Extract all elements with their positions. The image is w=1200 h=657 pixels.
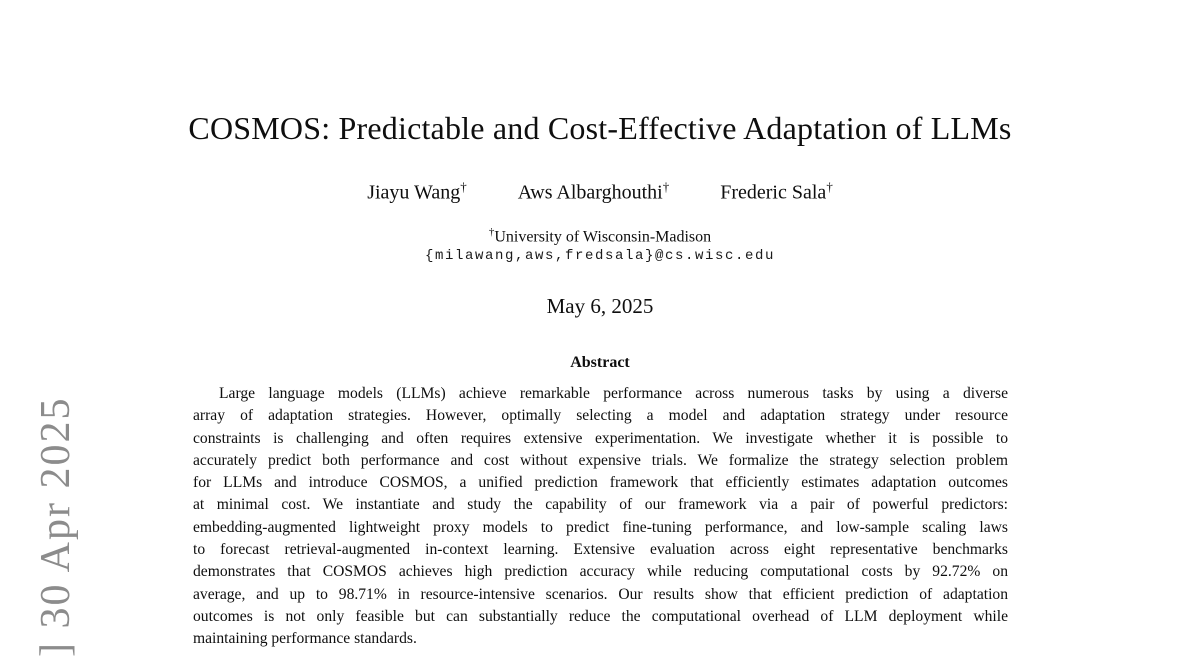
author-1-affil-mark: † <box>460 179 467 194</box>
abstract-line-3: constraints is challenging and often requires extensive experimentation. We investigate whether it is possible to <box>193 428 1008 450</box>
author-list <box>0 179 1200 205</box>
author-3-name: Frederic Sala <box>720 182 826 204</box>
author-1 <box>367 179 467 205</box>
paper-date: May 6, 2025 <box>0 294 1200 319</box>
affiliation-mark: † <box>489 226 495 238</box>
abstract-line-2: array of adaptation strategies. However, optimally selecting a model and adaptation strategy under resource <box>193 405 1008 427</box>
abstract-line-9: demonstrates that COSMOS achieves high prediction accuracy while reducing computational costs by 92.72% on <box>193 561 1008 583</box>
abstract-line-6: at minimal cost. We instantiate and study the capability of our framework via a pair of powerful predictors: <box>193 494 1008 516</box>
abstract-line-12: maintaining performance standards. <box>193 628 1008 650</box>
paper-title: COSMOS: Predictable and Cost-Effective Adaptation of LLMs <box>0 110 1200 147</box>
abstract-body <box>193 383 1008 651</box>
arxiv-watermark <box>30 397 82 657</box>
watermark-date: 30 Apr 2025 <box>33 397 79 629</box>
abstract-line-8: to forecast retrieval-augmented in-context learning. Extensive evaluation across eight representative benchmarks <box>193 539 1008 561</box>
author-1-name: Jiayu Wang <box>367 182 460 204</box>
abstract-line-10: average, and up to 98.71% in resource-intensive scenarios. Our results show that efficient prediction of adaptation <box>193 584 1008 606</box>
author-3-affil-mark: † <box>826 179 833 194</box>
watermark-partial-bracket: ] <box>33 641 79 657</box>
affiliation-text: University of Wisconsin-Madison <box>494 228 711 245</box>
author-2-name: Aws Albarghouthi <box>518 182 663 204</box>
abstract-line-11: outcomes is not only feasible but can substantially reduce the computational overhead of LLM deployment while <box>193 606 1008 628</box>
email-line: {milawang,aws,fredsala}@cs.wisc.edu <box>0 248 1200 264</box>
author-3 <box>720 179 833 205</box>
abstract-line-7: embedding-augmented lightweight proxy models to predict fine-tuning performance, and low-sample scaling laws <box>193 517 1008 539</box>
abstract-line-1: Large language models (LLMs) achieve remarkable performance across numerous tasks by using a diverse <box>193 383 1008 405</box>
abstract-line-5: for LLMs and introduce COSMOS, a unified prediction framework that efficiently estimates adaptation outcomes <box>193 472 1008 494</box>
affiliation <box>0 226 1200 246</box>
author-2 <box>518 179 670 205</box>
author-2-affil-mark: † <box>663 179 670 194</box>
abstract-heading: Abstract <box>0 354 1200 372</box>
abstract-line-4: accurately predict both performance and cost without expensive trials. We formalize the strategy selection problem <box>193 450 1008 472</box>
